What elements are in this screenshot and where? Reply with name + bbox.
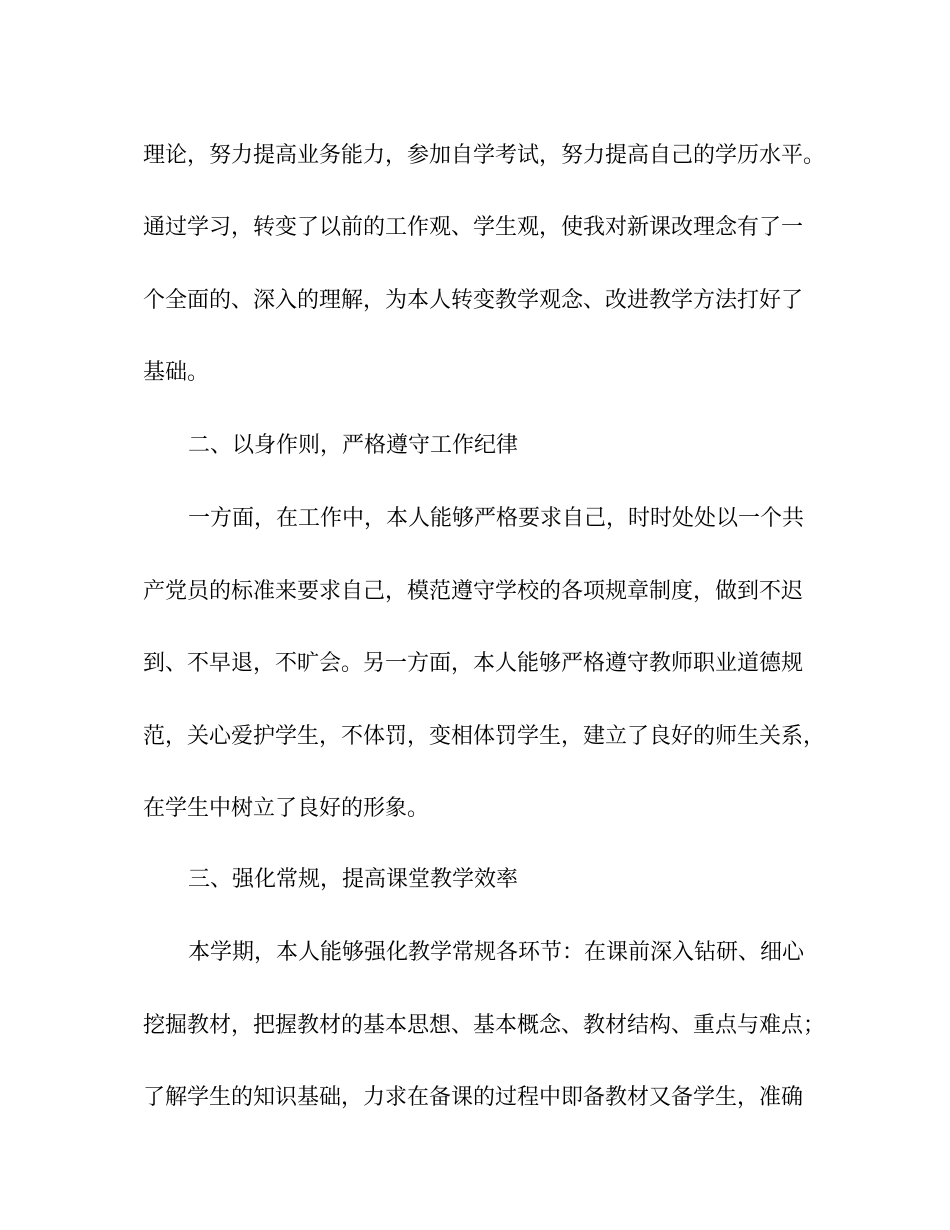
body-text-line: 到、不早退，不旷会。另一方面，本人能够严格遵守教师职业道德规 [143,651,804,676]
body-text-line: 本学期，本人能够强化教学常规各环节：在课前深入钻研、细心 [188,940,805,965]
body-text-line: 了解学生的知识基础，力求在备课的过程中即备教材又备学生，准确 [143,1085,804,1110]
body-text-line: 通过学习，转变了以前的工作观、学生观，使我对新课改理念有了一 [143,215,804,240]
body-text-line: 挖掘教材，把握教材的基本思想、基本概念、教材结构、重点与难点； [143,1013,826,1038]
body-text-line: 一方面，在工作中，本人能够严格要求自己，时时处处以一个共 [188,506,805,531]
body-text-line: 个全面的、深入的理解，为本人转变教学观念、改进教学方法打好了 [143,288,804,313]
body-text-line: 理论，努力提高业务能力，参加自学考试，努力提高自己的学历水平。 [143,143,826,168]
body-text-line: 在学生中树立了良好的形象。 [143,796,430,821]
body-text-line: 范，关心爱护学生，不体罚，变相体罚学生，建立了良好的师生关系， [143,724,826,749]
section-heading: 二、以身作则，严格遵守工作纪律 [188,433,519,458]
body-text-line: 基础。 [143,360,210,385]
section-heading: 三、强化常规，提高课堂教学效率 [188,867,519,892]
body-text-line: 产党员的标准来要求自己，模范遵守学校的各项规章制度，做到不迟 [143,579,804,604]
